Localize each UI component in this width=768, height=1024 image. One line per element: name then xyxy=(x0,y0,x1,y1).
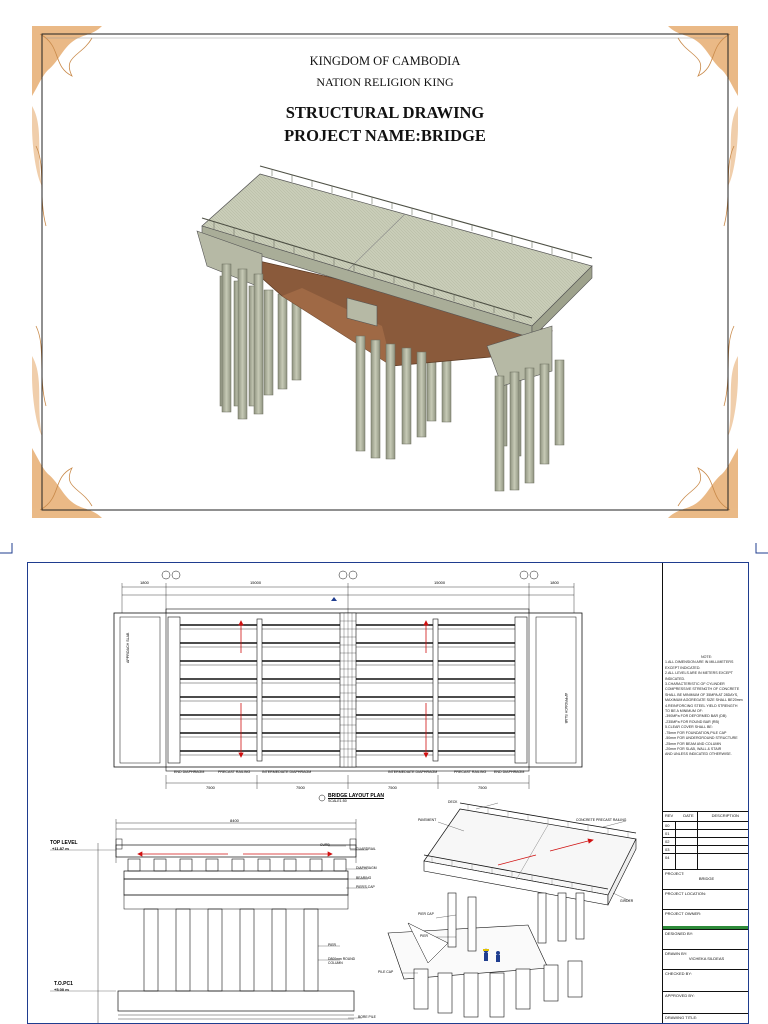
note-line: 5.CLEAR COVER SHALL BE: xyxy=(665,725,713,730)
dim-text: 7500 xyxy=(478,785,487,790)
drawing-title-label: DRAWING TITLE: xyxy=(663,1013,749,1024)
plan-dims-top xyxy=(122,580,574,588)
approach-slab-left: APPROACH SLAB xyxy=(126,632,130,663)
callout: PAVEMENT xyxy=(418,818,437,822)
rev-row: 03 xyxy=(663,845,749,853)
location-label: PROJECT LOCATION: xyxy=(663,889,749,909)
dim-text: 15000 xyxy=(250,580,262,585)
note-line: COMPRESSIVE STRENGTH OF CONCRETE xyxy=(665,687,740,692)
designed-label: DESIGNED BY: xyxy=(663,929,749,949)
plan-label: INTERMEDIATE DIAPHRAGM xyxy=(388,770,438,774)
cover-page xyxy=(32,26,738,518)
note-line: TO BE A MINIMUM OF: xyxy=(665,709,703,714)
top-level-value: +11.87 m xyxy=(52,846,69,851)
topc-value: +5.00 m xyxy=(54,987,69,992)
dim-text: 1800 xyxy=(550,580,559,585)
callout: DIAPHRAGM xyxy=(356,866,377,870)
note-line: -75mm FOR FOUNDATION,PILE CAP xyxy=(665,730,727,735)
plan-scale: SCALE1:50 xyxy=(328,799,347,803)
dim-text: 7500 xyxy=(296,785,305,790)
callout: CONCRETE PRECAST RAILING xyxy=(576,818,627,822)
project-label: PROJECT: xyxy=(665,871,685,876)
dim-text: 7500 xyxy=(388,785,397,790)
owner-label: PROJECT OWNER: xyxy=(663,909,749,929)
rev-row: 00 xyxy=(663,821,749,829)
dim-text: 15000 xyxy=(434,580,446,585)
bridge-layout-plan xyxy=(114,571,582,801)
callout: D800mm ROUND COLUMN xyxy=(328,957,356,965)
plan-dims-bottom xyxy=(166,785,529,793)
note-line: -25mm FOR BEAM AND COLUMN xyxy=(665,741,721,746)
note-line: MAXIMUM AGGREGATE SIZE SHALL BE20mm xyxy=(665,698,743,703)
cover-project: PROJECT NAME:BRIDGE xyxy=(284,126,486,145)
rev-col: REV xyxy=(665,813,674,818)
drawn-label: DRAWN BY: xyxy=(665,951,688,956)
note-line: 1.ALL DIMENSION ARE IN MILLIMETERS xyxy=(665,660,734,665)
bridge-render xyxy=(32,26,738,518)
callout: BEARING xyxy=(356,876,372,880)
top-level-label: TOP LEVEL xyxy=(50,840,78,846)
rev-row: 02 xyxy=(663,837,749,845)
drawn-cell xyxy=(663,949,749,969)
callout: CURB xyxy=(320,843,330,847)
plan-label: PRECAST RAILING xyxy=(218,770,251,774)
note-line: -20mm FOR SLAB, WALL & STAIR xyxy=(665,746,722,751)
callout: GUARDRAIL xyxy=(356,847,376,851)
callout: PIER CAP xyxy=(418,912,434,916)
plan-label: END DIAPHRAGM xyxy=(174,770,205,774)
note-line: 4.REINFORCING STEEL YIELD STRENGTH xyxy=(665,703,738,708)
plan-label: END DIAPHRAGM xyxy=(494,770,525,774)
note-line: 2.ALL LEVELS ARE IN METERS EXCEPT xyxy=(665,671,733,676)
dim-text: 7500 xyxy=(206,785,215,790)
note-line: INDICATED. xyxy=(665,676,686,681)
plan-label: PRECAST RAILING xyxy=(454,770,487,774)
note-line: AND UNLESS INDICATED OTHERWISE. xyxy=(665,752,732,757)
general-notes xyxy=(665,655,748,758)
callout: PIER xyxy=(420,934,428,938)
cover-motto: NATION RELIGION KING xyxy=(316,75,454,89)
plan-title: BRIDGE LAYOUT PLAN xyxy=(328,793,384,799)
callout: PIER xyxy=(328,943,336,947)
project-value: BRIDGE xyxy=(698,876,715,881)
section-width: 8400 xyxy=(230,818,239,823)
note-title: NOTE: xyxy=(701,655,712,659)
note-line: SHALL BE MINIMUM OF 35MPA AT 28DAYS, xyxy=(665,692,739,697)
drawn-value: VICHEKA SILDEAS xyxy=(688,956,725,961)
callout: BORE PILE xyxy=(358,1015,376,1019)
cover-country: KINGDOM OF CAMBODIA xyxy=(309,54,461,68)
note-line: 3.CHARACTERISTIC OF CYLINDER xyxy=(665,682,725,687)
title-block xyxy=(662,563,749,1024)
callout: GIRDER xyxy=(620,899,634,903)
callout: PILE CAP xyxy=(378,970,394,974)
rev-col: DESCRIPTION xyxy=(711,813,739,818)
plan-label: INTERMEDIATE DIAPHRAGM xyxy=(262,770,312,774)
iso-view xyxy=(388,803,636,1017)
rev-col: DATE xyxy=(683,813,694,818)
plan-labels xyxy=(174,770,534,778)
checked-label: CHECKED BY: xyxy=(663,969,749,991)
rev-row: 04 xyxy=(663,853,749,861)
revision-header xyxy=(663,811,749,821)
drawing-sheet xyxy=(27,562,749,1024)
project-cell xyxy=(663,869,749,889)
cover-title: STRUCTURAL DRAWING xyxy=(285,103,485,122)
rev-row: 01 xyxy=(663,829,749,837)
callout: PIER'S CAP xyxy=(356,885,375,889)
note-line: EXCEPT INDICATED. xyxy=(665,665,701,670)
note-line: -390MPa FOR DEFORMED BAR (DB) xyxy=(665,714,727,719)
pier-section xyxy=(50,819,368,1023)
approach-slab-right: APPROACH SLAB xyxy=(564,693,568,724)
approved-label: APPROVED BY: xyxy=(663,991,749,1013)
topc-label: T.O.PC1 xyxy=(54,981,73,987)
note-line: -50mm FOR UNDERGROUND STRUCTURE xyxy=(665,736,738,741)
dim-text: 1800 xyxy=(140,580,149,585)
callout: DECK xyxy=(448,800,458,804)
note-line: -235MPa FOR ROUND BAR (RB) xyxy=(665,719,720,724)
